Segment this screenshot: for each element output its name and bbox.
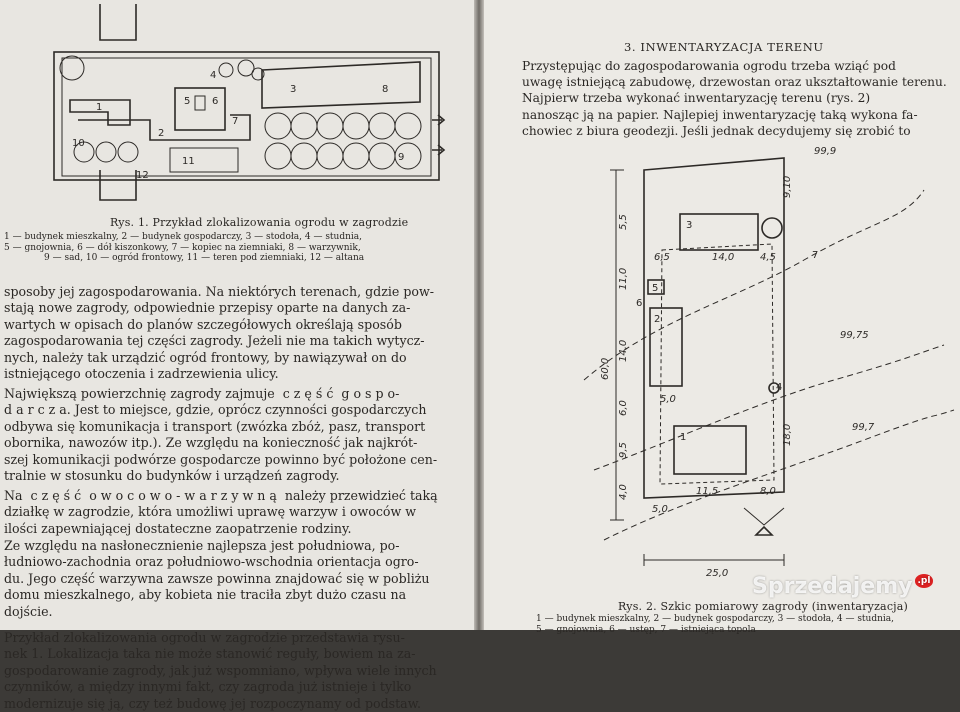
fig1-label-5: 5	[184, 96, 191, 107]
fig1-label-11: 11	[182, 156, 195, 167]
fig1-label-2: 2	[158, 128, 165, 139]
dim-60-0: 60,0	[600, 357, 611, 380]
dim-11-5: 11,5	[696, 486, 719, 497]
dim-11-0: 11,0	[618, 267, 629, 290]
legend-line: 9 — sad, 10 — ogród frontowy, 11 — teren pod ziemniaki, 12 — altana	[44, 253, 365, 263]
fig2-label-1: 1	[680, 432, 687, 443]
fig1-label-12: 12	[136, 170, 149, 181]
legend-line: 5 — gnojownia, 6 — ustęp, 7 — istniejąca topola	[536, 624, 756, 635]
level-99-9: 99,9	[814, 146, 837, 157]
dim-5-0-bottom: 5,0	[652, 504, 668, 515]
dim-5-5: 5,5	[618, 214, 629, 230]
legend-line: 1 — budynek mieszkalny, 2 — budynek gospodarczy, 3 — stodoła, 4 — studnia,	[4, 232, 363, 242]
fig2-label-5: 5	[652, 283, 659, 294]
dim-4-5-top: 4,5	[760, 252, 776, 263]
dim-14-0-top: 14,0	[712, 252, 735, 263]
paragraph-front-garden: sposoby jej zagospodarowania. Na niektórych terenach, gdzie pow- stają nowe zagrody, odpowiednie przepisy oparte na danych za- wartych w opisach do planów szczegółowych określają sposób zagospodarowania tej części zagrody. Jeżeli nie ma takich wytycz- nych, należy tak urządzić ogród frontowy, by nawiązywał on do istniejącego otoczenia i zadrzewienia ulicy.	[4, 284, 435, 382]
figure-2-survey-sketch	[484, 140, 960, 600]
fig1-label-7: 7	[232, 116, 239, 127]
figure-2-caption: Rys. 2. Szkic pomiarowy zagrody (inwentaryzacja)	[618, 600, 909, 613]
legend-line: 1 — budynek mieszkalny, 2 — budynek gospodarczy, 3 — stodoła, 4 — studnia,	[536, 614, 895, 624]
dim-9-5: 9,5	[618, 442, 629, 458]
fig2-label-4: 4	[776, 382, 783, 393]
dim-6-0: 6,0	[618, 400, 629, 416]
fig2-label-7: 7	[812, 250, 819, 261]
watermark-badge: .pl	[915, 574, 934, 588]
fig1-label-1: 1	[96, 102, 103, 113]
book-gutter	[474, 0, 484, 630]
fig1-label-9: 9	[398, 152, 405, 163]
fig2-label-3: 3	[686, 220, 693, 231]
legend-line: 5 — gnojownia, 6 — dół kiszonkowy, 7 — kopiec na ziemniaki, 8 — warzywnik,	[4, 242, 361, 253]
section-title: 3. INWENTARYZACJA TERENU	[624, 40, 824, 54]
dim-8-0: 8,0	[760, 486, 776, 497]
dim-4-0: 4,0	[618, 484, 629, 500]
fig1-label-6: 6	[212, 96, 219, 107]
paragraph-orientation: Ze względu na nasłonecznienie najlepsza jest południowa, po- łudniowo-zachodnia oraz południowo-wschodnia orientacja ogro- du. Jego część warzywna zawsze powinna znajdować się w pobliżu domu mieszkalnego, aby kobieta nie traciła zbyt dużo czasu na dojście.	[4, 538, 430, 619]
dim-18-0: 18,0	[782, 423, 793, 446]
figure-2-legend	[536, 614, 894, 635]
paragraph-inventory: Przystępując do zagospodarowania ogrodu trzeba wziąć pod uwagę istniejącą zabudowę, drzewostan oraz ukształtowanie terenu. Najpierw trzeba wykonać inwentaryzację terenu (rys. 2) nanosząc ją na papier. Najlepiej inwentaryzację taką wykona fa- chowiec z biura geodezji. Jeśli jednak decydujemy się zrobić to	[522, 59, 947, 138]
dim-14-0-side: 14,0	[618, 339, 629, 362]
paragraph-example: Przykład zlokalizowania ogrodu w zagrodzie przedstawia rysu- nek 1. Lokalizacja taka nie może stanowić reguły, bowiem na za- gospodarowanie zagrody, jak już wspomniano, wpływa wiele innych czynników, a między innymi fakt, czy zagroda już istnieje i tylko modernizuje się ją, czy też budowę jej rozpoczynamy od podstaw.	[4, 630, 437, 711]
fig1-label-3: 3	[290, 84, 297, 95]
fig1-label-4: 4	[210, 70, 217, 81]
level-99-75: 99,75	[840, 330, 869, 341]
fig2-label-6: 6	[636, 298, 643, 309]
paragraph-farm-part: Największą powierzchnię zagrody zajmuje c z ę ś ć g o s p o- d a r c z a. Jest to miejsce, gdzie, oprócz czynności gospodarczych odbywa się komunikacja i transport (zwózka zbóż, pasz, transport obornika, nawozów itp.). Ze względu na konieczność jak najkrót- szej komunikacji podwórze gospodarcze powinno być położone cen- tralnie w stosunku do budynków i urządzeń zagrody.	[4, 386, 438, 484]
dim-5-0-mid: 5,0	[660, 394, 676, 405]
dim-25-0: 25,0	[706, 568, 729, 579]
dim-6-5: 6,5	[654, 252, 670, 263]
dim-9-10: 9,10	[782, 175, 793, 198]
figure-1-garden-plan	[0, 0, 474, 210]
watermark-text: Sprzedajemy	[752, 574, 913, 599]
figure-1-caption: Rys. 1. Przykład zlokalizowania ogrodu w zagrodzie	[110, 216, 409, 229]
fig2-label-2: 2	[654, 314, 661, 325]
right-page	[484, 0, 960, 635]
left-page	[0, 0, 474, 711]
fig1-label-8: 8	[382, 84, 389, 95]
watermark	[752, 574, 933, 599]
level-99-7: 99,7	[852, 422, 875, 433]
paragraph-fruit-vegetable-part: Na c z ę ś ć o w o c o w o - w a r z y w n ą należy przewidzieć taką działkę w zagrodzie, która umożliwi uprawę warzyw i owoców w ilości zapewniającej dostateczne zaopatrzenie rodziny.	[4, 488, 438, 536]
fig1-label-10: 10	[72, 138, 85, 149]
figure-1-legend	[4, 232, 365, 264]
